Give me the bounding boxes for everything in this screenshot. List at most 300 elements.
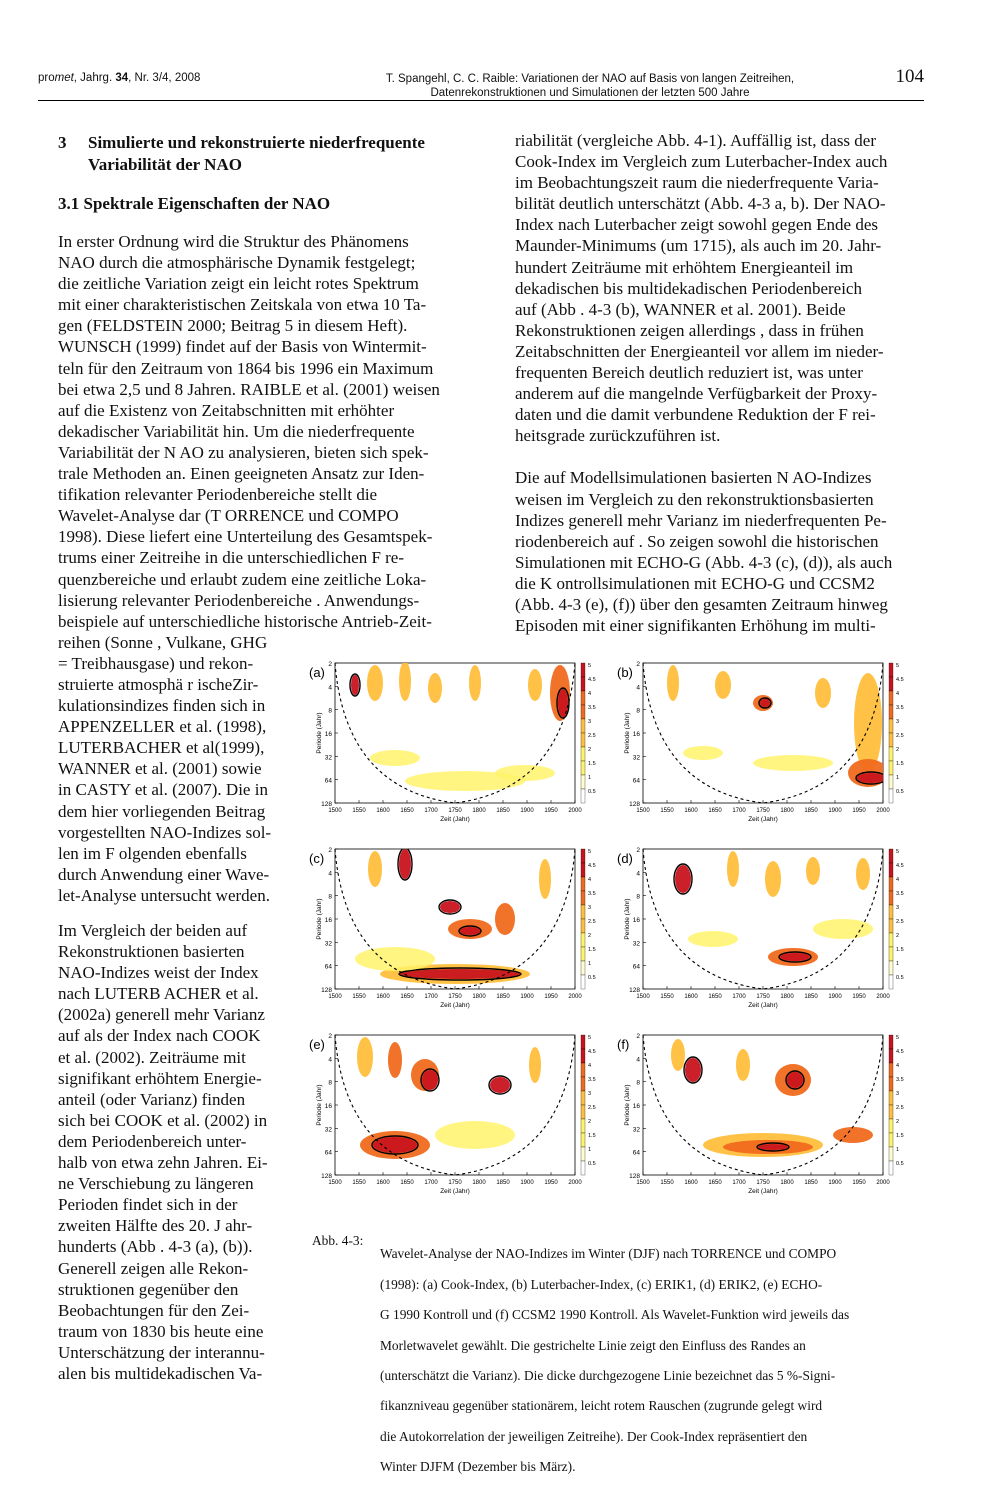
wavelet-panel xyxy=(305,655,600,833)
x-tick-label: 1500 xyxy=(328,1180,342,1186)
panel-label: (a) xyxy=(309,665,325,680)
y-axis-label: Periode (Jahr) xyxy=(316,712,323,754)
colorbar-segment xyxy=(581,1133,585,1147)
text-line: In erster Ordnung wird die Struktur des Phänomens xyxy=(58,232,409,251)
colorbar-tick-label: 2 xyxy=(896,1119,900,1125)
y-tick-label: 32 xyxy=(632,754,640,762)
x-tick-label: 1900 xyxy=(828,994,842,1000)
colorbar-tick-label: 1.5 xyxy=(896,1133,904,1139)
plot-area xyxy=(643,663,883,803)
journal-reference: promet, Jahrg. 34, Nr. 3/4, 2008 xyxy=(38,72,201,84)
colorbar-segment xyxy=(889,1091,893,1105)
colorbar-tick-label: 1.5 xyxy=(588,761,596,767)
power-region xyxy=(469,665,481,701)
colorbar-segment xyxy=(581,761,585,775)
caption-line: Wavelet-Analyse der NAO-Indizes im Winter (DJF) nach TORRENCE und COMPO xyxy=(380,1246,837,1262)
x-tick-label: 1650 xyxy=(400,994,414,1000)
x-tick-label: 1950 xyxy=(852,994,866,1000)
x-tick-label: 1800 xyxy=(780,808,794,814)
figure-caption xyxy=(312,1232,927,1489)
y-tick-label: 128 xyxy=(321,801,332,808)
text-line: quenzbereiche und erlaubt zudem eine zeitliche Loka- xyxy=(58,569,427,589)
y-tick-label: 64 xyxy=(324,963,332,971)
y-tick-label: 8 xyxy=(328,893,332,901)
power-region xyxy=(400,969,520,979)
text-line: alen bis multidekadischen Va- xyxy=(58,1363,263,1383)
colorbar-segment xyxy=(889,905,893,919)
text-line: dem Periodenbereich unter- xyxy=(58,1131,247,1151)
colorbar-segment xyxy=(889,863,893,877)
colorbar-segment xyxy=(889,975,893,989)
colorbar-segment xyxy=(581,1077,585,1091)
x-tick-label: 1800 xyxy=(780,1180,794,1186)
text-line: Generell zeigen alle Rekon- xyxy=(58,1258,249,1278)
colorbar-segment xyxy=(889,947,893,961)
power-region xyxy=(528,669,542,701)
text-line: reihen (Sonne , Vulkane, GHG xyxy=(58,632,268,652)
caption-line: (1998): (a) Cook-Index, (b) Luterbacher-Index, (c) ERIK1, (d) ERIK2, (e) ECHO- xyxy=(380,1276,823,1292)
wavelet-panel xyxy=(613,655,908,833)
x-tick-label: 1750 xyxy=(756,994,770,1000)
colorbar-segment xyxy=(889,1105,893,1119)
text-line: bei etwa 2,5 und 8 Jahren. RAIBLE et al. (2001) weisen xyxy=(58,379,440,399)
power-region xyxy=(388,1042,402,1078)
colorbar-segment xyxy=(581,677,585,691)
power-region xyxy=(370,750,420,766)
x-tick-label: 1700 xyxy=(732,1180,746,1186)
power-region xyxy=(428,673,442,703)
panel-label: (c) xyxy=(309,851,325,866)
text-line: APPENZELLER et al. (1998), xyxy=(58,717,267,737)
x-tick-label: 1950 xyxy=(544,808,558,814)
power-region xyxy=(688,931,738,947)
colorbar-tick-label: 2 xyxy=(896,933,900,939)
power-region xyxy=(854,673,882,773)
running-title: T. Spangehl, C. C. Raible: Variationen der NAO auf Basis von langen Zeitreihen, Datenrekonstruktionen und Simulationen der letzten 500 Jahre xyxy=(385,73,795,99)
y-tick-label: 64 xyxy=(324,777,332,785)
page-number: 104 xyxy=(895,66,924,87)
colorbar-segment xyxy=(581,905,585,919)
text-line: ne Verschiebung zu längeren xyxy=(58,1174,254,1194)
colorbar-segment xyxy=(889,1077,893,1091)
colorbar-tick-label: 3.5 xyxy=(896,1077,904,1083)
colorbar-tick-label: 2 xyxy=(588,933,592,939)
text-line: die zeitliche Variation zeigt ein leicht rotes Spektrum xyxy=(58,274,419,294)
power-region xyxy=(765,861,781,897)
x-tick-label: 1800 xyxy=(472,1180,486,1186)
y-tick-label: 32 xyxy=(632,1126,640,1134)
colorbar-tick-label: 4.5 xyxy=(588,677,596,683)
wavelet-figure xyxy=(305,655,925,1200)
text-line: im Beobachtungszeit raum die niederfrequente Varia- xyxy=(515,173,879,193)
power-region xyxy=(422,1070,438,1090)
section-heading: 3 Simulierte und rekonstruierte niederfrequente Variabilität der NAO xyxy=(58,133,425,174)
text-line: vorgestellten NAO-Indizes sol- xyxy=(58,822,272,842)
x-tick-label: 1600 xyxy=(684,1180,698,1186)
x-tick-label: 1800 xyxy=(780,994,794,1000)
x-tick-label: 1500 xyxy=(636,808,650,814)
y-axis-label: Periode (Jahr) xyxy=(316,898,323,940)
text-line: daten und die damit verbundene Reduktion der F rei- xyxy=(515,405,876,425)
power-region xyxy=(758,1144,788,1150)
y-tick-label: 2 xyxy=(328,847,332,854)
x-tick-label: 1950 xyxy=(852,808,866,814)
colorbar-tick-label: 1.5 xyxy=(896,761,904,767)
text-line: teln für den Zeitraum von 1864 bis 1996 ein Maximum xyxy=(58,358,434,378)
x-tick-label: 1900 xyxy=(520,1180,534,1186)
text-line: mit einer charakteristischen Zeitskala von etwa 10 Ta- xyxy=(58,295,427,315)
colorbar-tick-label: 1.5 xyxy=(588,947,596,953)
colorbar-segment xyxy=(581,919,585,933)
x-tick-label: 1950 xyxy=(544,994,558,1000)
x-tick-label: 2000 xyxy=(876,808,890,814)
colorbar-tick-label: 3.5 xyxy=(588,891,596,897)
colorbar-tick-label: 0.5 xyxy=(896,975,904,981)
x-tick-label: 1500 xyxy=(636,994,650,1000)
wavelet-plot xyxy=(305,655,600,833)
colorbar-segment xyxy=(581,1147,585,1161)
x-tick-label: 2000 xyxy=(568,1180,582,1186)
text-line: auf (Abb . 4-3 (b), WANNER et al. 2001). Beide xyxy=(515,299,846,319)
x-tick-label: 1550 xyxy=(660,808,674,814)
x-tick-label: 1750 xyxy=(448,808,462,814)
power-region xyxy=(857,773,885,783)
text-line: trums einer Zeitreihe in die unterschiedlichen F re- xyxy=(58,548,405,568)
colorbar-segment xyxy=(889,933,893,947)
colorbar-tick-label: 4 xyxy=(896,877,900,883)
text-line: 1998). Diese liefert eine Unterteilung des Gesamtspek- xyxy=(58,527,433,547)
colorbar-segment xyxy=(889,961,893,975)
power-region xyxy=(671,1039,685,1071)
text-line: NAO durch die atmosphärische Dynamik festgelegt; xyxy=(58,253,416,273)
x-tick-label: 1550 xyxy=(352,994,366,1000)
y-tick-label: 128 xyxy=(629,801,640,808)
wavelet-plot xyxy=(613,841,908,1019)
power-region xyxy=(675,865,691,893)
power-region xyxy=(787,1072,803,1088)
text-line: (Abb. 4-3 (e), (f)) über den gesamten Zeitraum hinweg xyxy=(515,594,888,614)
colorbar-tick-label: 4 xyxy=(588,877,592,883)
y-tick-label: 128 xyxy=(629,987,640,994)
colorbar-tick-label: 1 xyxy=(896,961,900,967)
colorbar-segment xyxy=(581,1063,585,1077)
text-line: Maunder-Minimums (um 1715), als auch im 20. Jahr- xyxy=(515,236,882,256)
power-region xyxy=(558,689,568,717)
y-tick-label: 32 xyxy=(632,940,640,948)
text-line: Zeitabschnitten der Energieanteil vor allem im nieder- xyxy=(515,341,884,361)
x-tick-label: 1550 xyxy=(660,994,674,1000)
colorbar-tick-label: 5 xyxy=(896,849,900,855)
colorbar-tick-label: 1 xyxy=(588,775,592,781)
y-tick-label: 2 xyxy=(328,1033,332,1040)
text-line: Variabilität der N AO zu analysieren, bieten sich spek- xyxy=(58,442,429,462)
text-line: in CASTY et al. (2007). Die in xyxy=(58,780,268,800)
y-tick-label: 4 xyxy=(636,684,640,692)
y-tick-label: 2 xyxy=(636,661,640,668)
colorbar-tick-label: 3 xyxy=(896,1091,900,1097)
colorbar-segment xyxy=(889,1161,893,1175)
x-tick-label: 2000 xyxy=(876,994,890,1000)
colorbar-segment xyxy=(581,775,585,789)
x-tick-label: 1750 xyxy=(756,808,770,814)
header-rule xyxy=(38,100,924,101)
colorbar-segment xyxy=(581,663,585,677)
x-tick-label: 1800 xyxy=(472,808,486,814)
colorbar-segment xyxy=(889,705,893,719)
wavelet-plot xyxy=(305,1027,600,1205)
colorbar-segment xyxy=(889,775,893,789)
caption-line: G 1990 Kontroll und (f) CCSM2 1990 Kontroll. Als Wavelet-Funktion wird jeweils das xyxy=(380,1307,850,1323)
text-line: tifikation relevanter Periodenbereiche stellt die xyxy=(58,485,378,505)
x-tick-label: 1600 xyxy=(376,1180,390,1186)
text-line: signifikant erhöhtem Energie- xyxy=(58,1068,262,1088)
caption-line: (unterschätzt die Varianz). Die dicke durchgezogene Linie bezeichnet das 5 %-Signi- xyxy=(380,1367,836,1383)
colorbar-tick-label: 3 xyxy=(896,719,900,725)
text-line: Wavelet-Analyse dar (T ORRENCE und COMPO xyxy=(58,506,399,526)
text-line: Unterschätzung der interannu- xyxy=(58,1342,265,1362)
text-line: LUTERBACHER et al(1999), xyxy=(58,738,265,758)
text-line: bilität deutlich unterschätzt (Abb. 4-3 a, b). Der NAO- xyxy=(515,194,886,214)
y-tick-label: 32 xyxy=(324,1126,332,1134)
x-tick-label: 1550 xyxy=(660,1180,674,1186)
y-tick-label: 8 xyxy=(636,707,640,715)
y-tick-label: 8 xyxy=(636,1079,640,1087)
colorbar-segment xyxy=(889,789,893,803)
power-region xyxy=(760,699,770,707)
wavelet-panel xyxy=(613,841,908,1019)
y-tick-label: 128 xyxy=(321,1173,332,1180)
colorbar-tick-label: 0.5 xyxy=(896,789,904,795)
y-tick-label: 16 xyxy=(632,917,640,924)
text-line: auf die Existenz von Zeitabschnitten mit erhöhter xyxy=(58,400,395,420)
colorbar-segment xyxy=(581,975,585,989)
caption-line: die Autokorrelation der jeweiligen Zeitreihe). Der Cook-Index repräsentiert den xyxy=(380,1428,808,1444)
x-axis-label: Zeit (Jahr) xyxy=(748,816,778,823)
colorbar-segment xyxy=(581,1035,585,1049)
power-region xyxy=(440,901,460,913)
power-region xyxy=(856,858,870,890)
x-tick-label: 1700 xyxy=(424,808,438,814)
colorbar-segment xyxy=(889,1147,893,1161)
colorbar-segment xyxy=(581,1105,585,1119)
y-tick-label: 16 xyxy=(324,731,332,738)
colorbar-tick-label: 1.5 xyxy=(896,947,904,953)
x-tick-label: 1600 xyxy=(376,994,390,1000)
x-tick-label: 1950 xyxy=(852,1180,866,1186)
colorbar-segment xyxy=(889,1035,893,1049)
text-line: Rekonstruktionen zeigen allerdings , dass in frühen xyxy=(515,320,864,340)
y-tick-label: 4 xyxy=(636,1056,640,1064)
wavelet-panel xyxy=(305,841,600,1019)
y-tick-label: 4 xyxy=(328,684,332,692)
text-line: Rekonstruktionen basierten xyxy=(58,942,245,962)
text-line: (2002a) generell mehr Varianz xyxy=(58,1005,265,1025)
panel-label: (d) xyxy=(617,851,633,866)
power-region xyxy=(495,903,515,935)
colorbar-tick-label: 4 xyxy=(588,1063,592,1069)
power-region xyxy=(683,746,723,760)
colorbar-segment xyxy=(581,719,585,733)
x-tick-label: 1700 xyxy=(424,1180,438,1186)
x-tick-label: 1600 xyxy=(684,994,698,1000)
text-line: traum von 1830 bis heute eine xyxy=(58,1321,264,1341)
y-tick-label: 16 xyxy=(324,917,332,924)
x-tick-label: 1750 xyxy=(756,1180,770,1186)
colorbar-tick-label: 0.5 xyxy=(588,975,596,981)
power-region xyxy=(715,671,731,699)
colorbar-segment xyxy=(581,877,585,891)
x-tick-label: 1850 xyxy=(804,1180,818,1186)
text-line: NAO-Indizes weist der Index xyxy=(58,963,259,983)
y-tick-label: 16 xyxy=(632,1103,640,1110)
power-region xyxy=(367,665,383,701)
colorbar-segment xyxy=(889,1063,893,1077)
x-tick-label: 1650 xyxy=(400,1180,414,1186)
colorbar-tick-label: 4.5 xyxy=(588,1049,596,1055)
x-axis-label: Zeit (Jahr) xyxy=(440,1002,470,1009)
colorbar-tick-label: 5 xyxy=(588,1035,592,1041)
power-region xyxy=(753,755,833,771)
text-line: halb von etwa zehn Jahren. Ei- xyxy=(58,1153,268,1173)
power-region xyxy=(685,1058,701,1082)
power-region xyxy=(736,1049,750,1081)
text-line: Perioden findet sich in der xyxy=(58,1195,238,1215)
text-line: len im F olgenden ebenfalls xyxy=(58,843,247,863)
colorbar-segment xyxy=(889,691,893,705)
text-line: Cook-Index im Vergleich zum Luterbacher-Index auch xyxy=(515,152,888,172)
wavelet-plot xyxy=(305,841,600,1019)
text-line: hundert Zeiträume mit erhöhtem Energieanteil im xyxy=(515,257,854,277)
x-axis-label: Zeit (Jahr) xyxy=(748,1188,778,1195)
x-tick-label: 1550 xyxy=(352,1180,366,1186)
text-line: sich bei COOK et al. (2002) in xyxy=(58,1110,268,1130)
power-region xyxy=(539,859,551,899)
text-line: dem hier vorliegenden Beitrag xyxy=(58,801,266,821)
x-tick-label: 1550 xyxy=(352,808,366,814)
colorbar-segment xyxy=(889,849,893,863)
x-tick-label: 1800 xyxy=(472,994,486,1000)
colorbar-tick-label: 4.5 xyxy=(896,863,904,869)
colorbar-segment xyxy=(581,863,585,877)
x-tick-label: 1850 xyxy=(496,994,510,1000)
colorbar-segment xyxy=(889,747,893,761)
power-region xyxy=(399,849,411,879)
colorbar-tick-label: 2.5 xyxy=(896,1105,904,1111)
colorbar-segment xyxy=(581,747,585,761)
power-region xyxy=(351,675,359,695)
y-tick-label: 4 xyxy=(636,870,640,878)
colorbar-tick-label: 4.5 xyxy=(588,863,596,869)
x-tick-label: 1700 xyxy=(732,808,746,814)
power-region xyxy=(667,665,679,701)
y-axis-label: Periode (Jahr) xyxy=(624,898,631,940)
y-tick-label: 8 xyxy=(328,1079,332,1087)
colorbar-segment xyxy=(581,891,585,905)
text-line: die K ontrollsimulationen mit ECHO-G und CCSM2 xyxy=(515,573,875,593)
x-tick-label: 1900 xyxy=(520,994,534,1000)
wavelet-panel xyxy=(305,1027,600,1205)
power-region xyxy=(806,857,820,885)
text-line: = Treibhausgase) und rekon- xyxy=(58,653,254,673)
colorbar-segment xyxy=(581,789,585,803)
colorbar-segment xyxy=(889,891,893,905)
colorbar-segment xyxy=(581,947,585,961)
y-tick-label: 16 xyxy=(632,731,640,738)
y-tick-label: 64 xyxy=(632,1149,640,1157)
colorbar-segment xyxy=(581,1161,585,1175)
colorbar-tick-label: 3 xyxy=(588,905,592,911)
wavelet-plot xyxy=(613,1027,908,1205)
power-region xyxy=(490,1077,510,1093)
y-axis-label: Periode (Jahr) xyxy=(624,712,631,754)
text-line: Indizes generell mehr Varianz im niederfrequenten Pe- xyxy=(515,510,887,530)
text-line: zweiten Hälfte des 20. J ahr- xyxy=(58,1216,253,1236)
text-line: struierte atmosphä r ischeZir- xyxy=(58,674,259,694)
power-region xyxy=(399,661,411,701)
text-line: anteil (oder Varianz) finden xyxy=(58,1089,246,1109)
colorbar-tick-label: 3.5 xyxy=(588,705,596,711)
x-tick-label: 1650 xyxy=(400,808,414,814)
colorbar-tick-label: 2.5 xyxy=(588,1105,596,1111)
left-column-text-lower xyxy=(58,920,290,1384)
colorbar-tick-label: 0.5 xyxy=(896,1161,904,1167)
y-tick-label: 16 xyxy=(324,1103,332,1110)
panel-label: (f) xyxy=(617,1037,630,1052)
colorbar-segment xyxy=(889,1133,893,1147)
colorbar-tick-label: 1 xyxy=(588,1147,592,1153)
caption-label: Abb. 4-3: xyxy=(312,1233,364,1248)
power-region xyxy=(357,1037,373,1077)
text-line: Die auf Modellsimulationen basierten N AO-Indizes xyxy=(515,468,872,488)
colorbar-tick-label: 2.5 xyxy=(896,733,904,739)
y-tick-label: 2 xyxy=(328,661,332,668)
text-line: anderem auf die mangelnde Verfügbarkeit der Proxy- xyxy=(515,384,878,404)
text-line: WANNER et al. (2001) sowie xyxy=(58,759,262,779)
colorbar-tick-label: 3 xyxy=(588,1091,592,1097)
x-tick-label: 1700 xyxy=(732,994,746,1000)
colorbar-tick-label: 4 xyxy=(896,691,900,697)
x-tick-label: 1850 xyxy=(804,994,818,1000)
x-tick-label: 1600 xyxy=(684,808,698,814)
colorbar-tick-label: 1.5 xyxy=(588,1133,596,1139)
text-line: gen (FELDSTEIN 2000; Beitrag 5 in diesem Heft). xyxy=(58,316,408,336)
colorbar-tick-label: 4 xyxy=(588,691,592,697)
colorbar-tick-label: 4.5 xyxy=(896,1049,904,1055)
colorbar-segment xyxy=(889,719,893,733)
power-region xyxy=(780,953,810,961)
x-tick-label: 1850 xyxy=(496,808,510,814)
power-region xyxy=(368,851,382,887)
text-line: trale Methoden an. Einen geeigneten Ansatz zur Iden- xyxy=(58,464,425,484)
panel-label: (e) xyxy=(309,1037,325,1052)
y-tick-label: 128 xyxy=(321,987,332,994)
colorbar-segment xyxy=(581,705,585,719)
colorbar-tick-label: 0.5 xyxy=(588,1161,596,1167)
colorbar-segment xyxy=(889,677,893,691)
text-line: nach LUTERB ACHER et al. xyxy=(58,984,259,1004)
caption-line: Morletwavelet gewählt. Die gestrichelte Linie zeigt den Einfluss des Randes an xyxy=(380,1337,806,1353)
colorbar-tick-label: 4.5 xyxy=(896,677,904,683)
wavelet-plot xyxy=(613,655,908,833)
text-line: heitsgrade zurückzuführen ist. xyxy=(515,426,721,446)
y-tick-label: 32 xyxy=(324,940,332,948)
x-tick-label: 1500 xyxy=(328,808,342,814)
y-tick-label: 4 xyxy=(328,1056,332,1064)
colorbar-tick-label: 5 xyxy=(896,663,900,669)
text-line: hunderts (Abb . 4-3 (a), (b)). xyxy=(58,1237,253,1257)
y-axis-label: Periode (Jahr) xyxy=(316,1084,323,1126)
text-line: frequenten Bereich deutlich reduziert ist, was unter xyxy=(515,363,863,383)
